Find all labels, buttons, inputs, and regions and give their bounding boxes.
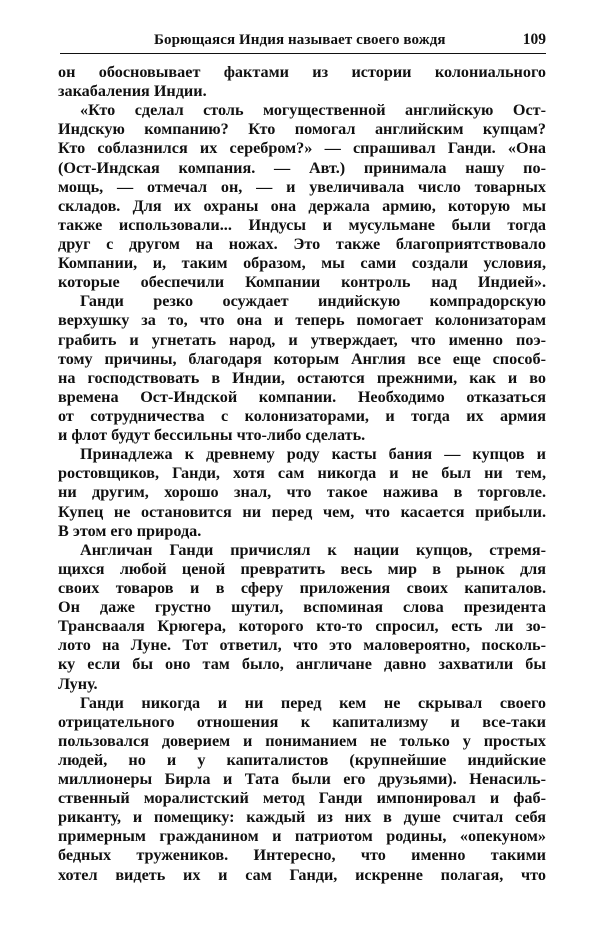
- running-head: [60, 31, 546, 54]
- text-line: примерным гражданином и патриотом родины, «опекуном»: [58, 827, 546, 846]
- text-line: Ганди никогда и ни перед кем не скрывал своего: [80, 693, 546, 712]
- text-line: Трансвааля Крюгера, которого кто-то спросил, есть ли зо-: [58, 617, 546, 636]
- text-line: времена Ост-Индской компании. Необходимо отказаться: [58, 387, 546, 406]
- text-line: (Ост-Индская компания. — Авт.) принимала нашу по-: [58, 158, 546, 177]
- text-line: ственный моралистский метод Ганди импонировал и фаб-: [58, 789, 546, 808]
- text-line: Купец не остановится ни перед чем, что касается прибыли.: [58, 502, 546, 521]
- text-line: ку если бы оно там было, англичане давно захватили бы: [58, 655, 546, 674]
- text-line: отрицательного отношения к капитализму и все-таки: [58, 712, 546, 731]
- text-line: людей, но и у капиталистов (крупнейшие индийские: [58, 750, 546, 769]
- text-line: риканту, и помещику: каждый из них в душе считал себя: [58, 808, 546, 827]
- text-line: щихся любой ценой превратить весь мир в рынок для: [58, 559, 546, 578]
- text-line: «Кто сделал столь могущественной английскую Ост-: [80, 101, 546, 120]
- text-line: Луну.: [58, 674, 98, 693]
- text-line: тому причины, благодаря которым Англия все еще способ-: [58, 349, 546, 368]
- text-line: Ганди резко осуждает индийскую компрадорскую: [80, 292, 546, 311]
- text-line: ростовщиков, Ганди, хотя сам никогда и не был ни тем,: [58, 464, 546, 483]
- running-title: Борющаяся Индия называет своего вождя: [154, 32, 446, 48]
- text-line: которые обеспечили Компании контроль над Индией».: [58, 273, 546, 292]
- text-line: своих товаров и в сферу приложения своих капиталов.: [58, 578, 546, 597]
- text-line: Индскую компанию? Кто помогал английским купцам?: [58, 120, 546, 139]
- text-line: Принадлежа к древнему роду касты бания — купцов и: [80, 445, 546, 464]
- body-text: [58, 63, 546, 885]
- text-line: складов. Для их охраны она держала армию, которую мы: [58, 196, 546, 215]
- text-line: лото на Луне. Тот ответил, что это маловероятно, посколь-: [58, 636, 546, 655]
- text-line: хотел видеть их и сам Ганди, искренне полагая, что: [58, 865, 546, 884]
- text-line: ни другим, хорошо знал, что такое нажива в торговле.: [58, 483, 546, 502]
- text-line: Компании, и, таким образом, мы сами создали условия,: [58, 254, 546, 273]
- text-line: Кто соблазнился их серебром?» — спрашивал Ганди. «Она: [58, 139, 546, 158]
- text-line: и флот будут бессильны что-либо сделать.: [58, 426, 366, 445]
- text-line: закабаления Индии.: [58, 82, 207, 101]
- text-line: друг с другом на ножах. Это также благоприятствовало: [58, 234, 546, 253]
- text-line: В этом его природа.: [58, 521, 202, 540]
- text-line: Англичан Ганди причислял к нации купцов, стремя-: [80, 540, 546, 559]
- text-line: он обосновывает фактами из истории колониального: [58, 63, 546, 81]
- text-line: грабить и угнетать народ, и утверждает, что именно поэ-: [58, 330, 546, 349]
- page-number: 109: [522, 31, 546, 48]
- text-line: мощь, — отмечал он, — и увеличивала число товарных: [58, 177, 546, 196]
- text-line: миллионеры Бирла и Тата были его друзьями). Ненасиль-: [58, 770, 546, 789]
- text-line: пользовался доверием и пониманием не только у простых: [58, 731, 546, 750]
- text-line: от сотрудничества с колонизаторами, и тогда их армия: [58, 406, 546, 425]
- text-line: бедных тружеников. Интересно, что именно такими: [58, 846, 546, 865]
- text-line: Он даже грустно шутил, вспоминая слова президента: [58, 598, 546, 617]
- text-line: верхушку за то, что она и теперь помогает колонизаторам: [58, 311, 546, 330]
- text-line: на господствовать в Индии, остаются прежними, как и во: [58, 368, 546, 387]
- text-line: также использовали... Индусы и мусульмане были тогда: [58, 215, 546, 234]
